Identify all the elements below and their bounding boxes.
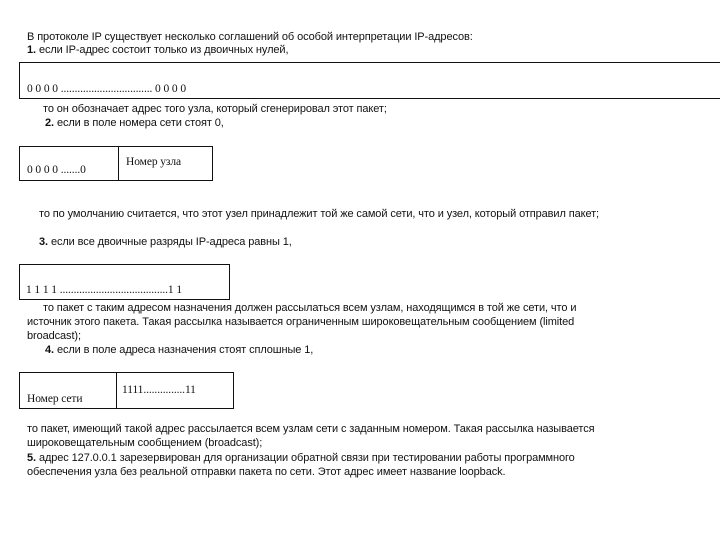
paragraph-2: то по умолчанию считается, что этот узел принадлежит той же самой сети, что и узел, который отправил пакет;: [39, 208, 599, 220]
address-box-all-ones: [19, 264, 230, 300]
item-text: адрес 127.0.0.1 зарезервирован для организации обратной связи при тестировании работы программного: [35, 452, 575, 464]
list-item-3: [39, 236, 292, 249]
item-number: 3.: [39, 236, 48, 248]
field-divider: [116, 373, 117, 408]
paragraph-4-line-2: широковещательным сообщением (broadcast);: [27, 437, 263, 449]
item-number: 5.: [27, 452, 36, 464]
item-number: 4.: [45, 344, 54, 356]
address-box-host-ones: [19, 372, 234, 409]
host-number-label: Номер узла: [126, 156, 181, 168]
paragraph-5-line-2: обеспечения узла без реальной отправки пакета по сети. Этот адрес имеет название loopback.: [27, 466, 506, 478]
host-bits: 1111...............11: [122, 384, 196, 396]
network-bits: 0 0 0 0 .......0: [27, 164, 86, 176]
address-bits: 0 0 0 0 ................................. 0 0 0 0: [27, 83, 186, 95]
item-text: если в поле адреса назначения стоят сплошные 1,: [53, 344, 314, 356]
item-text: если IP-адрес состоит только из двоичных нулей,: [35, 44, 289, 56]
address-box-net-zero: [19, 146, 213, 181]
list-item-2: [45, 117, 224, 130]
address-box-all-zeros: [19, 62, 720, 99]
address-bits: 1 1 1 1 .......................................1 1: [26, 284, 183, 296]
paragraph-1: то он обозначает адрес того узла, который сгенерировал этот пакет;: [43, 103, 387, 115]
item-text: если в поле номера сети стоят 0,: [53, 117, 224, 129]
item-number: 1.: [27, 44, 36, 56]
paragraph-3-line-1: то пакет с таким адресом назначения должен рассылаться всем узлам, находящимся в той же сети, что и: [43, 302, 577, 314]
item-number: 2.: [45, 117, 54, 129]
list-item-4: [45, 344, 313, 357]
paragraph-4-line-1: то пакет, имеющий такой адрес рассылается всем узлам сети с заданным номером. Такая рассылка называется: [27, 423, 595, 435]
network-number-label: Номер сети: [27, 393, 83, 405]
paragraph-3-line-2: источник этого пакета. Такая рассылка называется ограниченным широковещательным сообщением (limited: [27, 316, 575, 328]
field-divider: [118, 147, 119, 180]
intro-paragraph: В протоколе IP существует несколько соглашений об особой интерпретации IP-адресов:: [27, 31, 473, 43]
item-text: если все двоичные разряды IP-адреса равны 1,: [47, 236, 292, 248]
list-item-5: [27, 452, 575, 465]
list-item-1: [27, 44, 288, 57]
paragraph-3-line-3: broadcast);: [27, 330, 81, 342]
